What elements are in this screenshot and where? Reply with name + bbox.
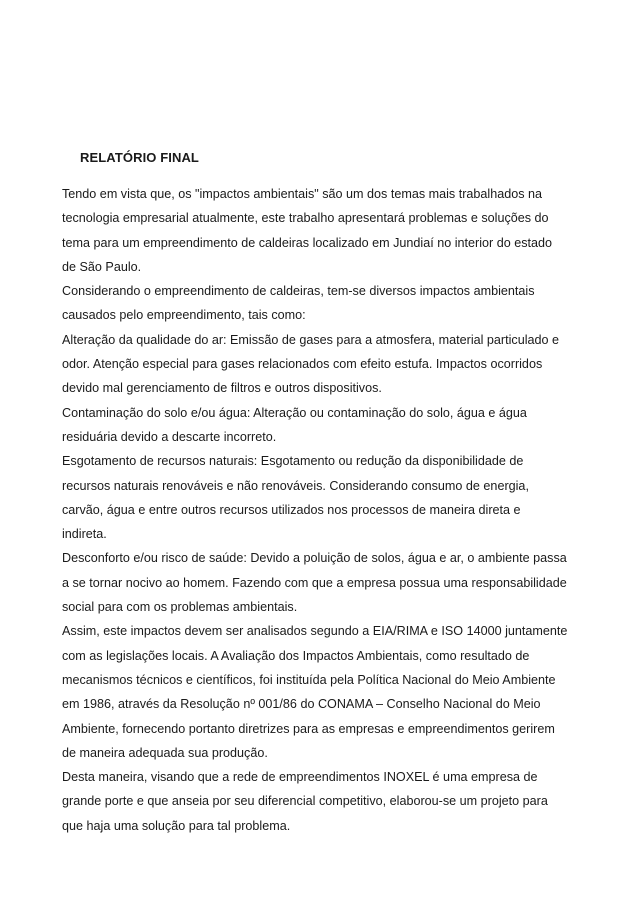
document-body — [62, 182, 582, 838]
text-line: grande porte e que anseia por seu diferencial competitivo, elaborou-se um projeto para — [62, 794, 548, 809]
document-title: RELATÓRIO FINAL — [80, 150, 199, 165]
text-line: Tendo em vista que, os "impactos ambientais" são um dos temas mais trabalhados na — [62, 187, 543, 201]
text-line: tecnologia empresarial atualmente, este trabalho apresentará problemas e soluções do — [62, 211, 549, 226]
text-line: em 1986, através da Resolução nº 001/86 do CONAMA – Conselho Nacional do Meio — [62, 697, 541, 712]
text-line: Contaminação do solo e/ou água: Alteração ou contaminação do solo, água e água — [62, 405, 527, 420]
text-line: causados pelo empreendimento, tais como: — [62, 308, 306, 323]
text-line: que haja uma solução para tal problema. — [62, 818, 291, 833]
text-line: de São Paulo. — [62, 259, 142, 274]
text-line: mecanismos técnicos e científicos, foi instituída pela Política Nacional do Meio Ambiente — [62, 672, 556, 687]
text-line: social para com os problemas ambientais. — [62, 600, 298, 615]
text-line: Considerando o empreendimento de caldeiras, tem-se diversos impactos ambientais — [62, 284, 535, 299]
text-line: Assim, este impactos devem ser analisados segundo a EIA/RIMA e ISO 14000 juntamente — [62, 624, 568, 639]
text-line: a se tornar nocivo ao homem. Fazendo com que a empresa possua uma responsabilidade — [62, 575, 567, 590]
text-line: carvão, água e entre outros recursos utilizados nos processos de maneira direta e — [62, 502, 521, 517]
text-line: recursos naturais renováveis e não renováveis. Considerando consumo de energia, — [62, 478, 529, 493]
text-line: indireta. — [62, 527, 107, 542]
text-line: tema para um empreendimento de caldeiras localizado em Jundiaí no interior do estado — [62, 235, 553, 250]
text-line: Desta maneira, visando que a rede de empreendimentos INOXEL é uma empresa de — [62, 770, 538, 785]
text-line: devido mal gerenciamento de filtros e outros dispositivos. — [62, 381, 382, 396]
text-line: de maneira adequada sua produção. — [62, 745, 268, 760]
text-line: com as legislações locais. A Avaliação dos Impactos Ambientais, como resultado de — [62, 648, 530, 663]
text-line: residuária devido a descarte incorreto. — [62, 429, 277, 444]
text-line: odor. Atenção especial para gases relacionados com efeito estufa. Impactos ocorridos — [62, 357, 543, 372]
text-line: Ambiente, fornecendo portanto diretrizes para as empresas e empreendimentos gerirem — [62, 721, 555, 736]
text-line: Desconforto e/ou risco de saúde: Devido a poluição de solos, água e ar, o ambiente passa — [62, 551, 567, 566]
text-line: Alteração da qualidade do ar: Emissão de gases para a atmosfera, material particulado e — [62, 332, 560, 347]
text-line: Esgotamento de recursos naturais: Esgotamento ou redução da disponibilidade de — [62, 454, 524, 469]
